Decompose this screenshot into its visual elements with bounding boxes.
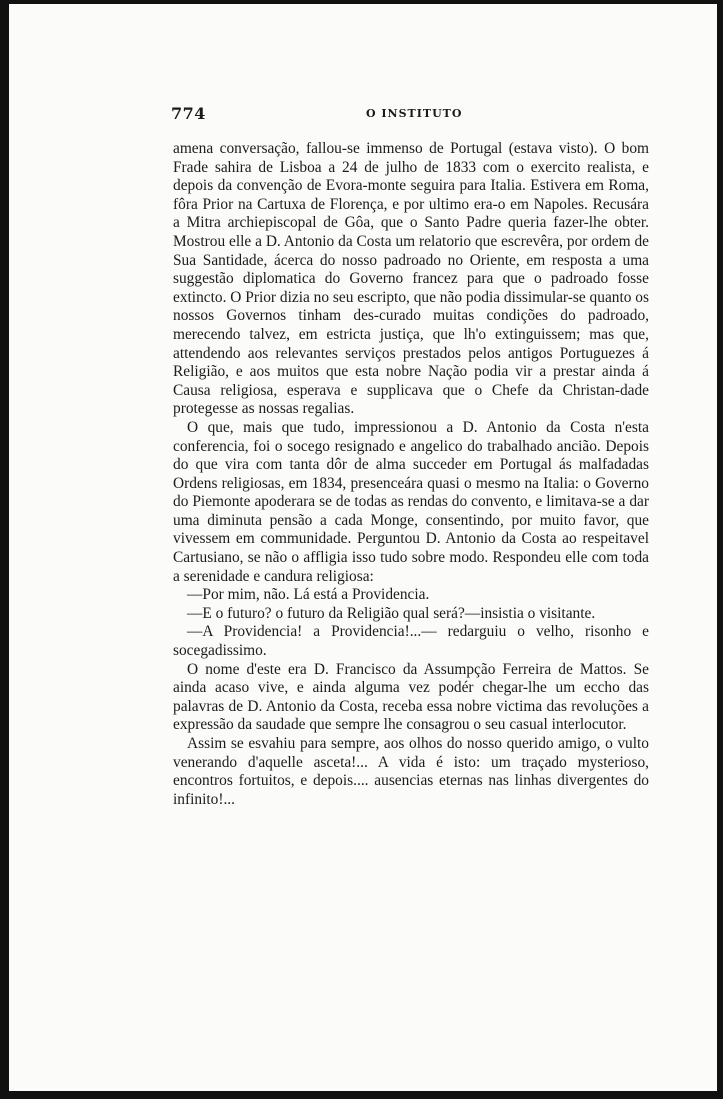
body-text bbox=[173, 140, 649, 809]
page-header bbox=[171, 104, 649, 124]
dialogue-line: —E o futuro? o futuro da Religião qual será?—insistia o visitante. bbox=[187, 604, 596, 622]
running-title: O INSTITUTO bbox=[366, 107, 463, 120]
page-number: 774 bbox=[171, 104, 206, 123]
paragraph: O nome d'este era D. Francisco da Assumpção Ferreira de Mattos. Se ainda acaso vive, e ainda alguma vez podér chegar-lhe um eccho das palavras de D. Antonio da Costa, receba essa nobre victima das revoluções a expressão da saudade que sempre lhe consagrou o seu casual interlocutor. bbox=[173, 660, 649, 734]
paragraph: Assim se esvahiu para sempre, aos olhos do nosso querido amigo, o vulto venerando d'aquelle asceta!... A vida é isto: um traçado mysterioso, encontros fortuitos, e depois.... ausencias eternas nas linhas divergentes do infinito!... bbox=[173, 735, 649, 808]
paragraph: O que, mais que tudo, impressionou a D. Antonio da Costa n'esta conferencia, foi o socego resignado e angelico do trabalhado ancião. Depois do que vira com tanta dôr de alma succeder em Portugal ás malfadadas Ordens religiosas, em 1834, presenceára quasi o mesmo na Italia: o Governo do Piemonte apoderara se de todas as rendas do convento, e limitava-se a dar uma diminuta pensão a cada Monge, consentindo, por muito favor, que vivessem em communidade. Perguntou D. Antonio da Costa ao respeitavel Cartusiano, se não o affligia isso tudo sobre modo. Respondeu elle com toda a serenidade e candura religiosa: bbox=[173, 418, 649, 585]
dialogue-line: —Por mim, não. Lá está a Providencia. bbox=[187, 586, 430, 604]
dialogue-line: —A Providencia! a Providencia!...— redarguiu o velho, risonho e socegadissimo. bbox=[173, 623, 649, 660]
paragraph-continuation: amena conversação, fallou-se immenso de Portugal (estava visto). O bom Frade sahira de Lisboa a 24 de julho de 1833 com o exercito realista, e depois da convenção de Evora-monte seguira para Italia. Estivera em Roma, fôra Prior na Cartuxa de Florença, e por ultimo era-o em Napoles. Recusára a Mitra archiepiscopal de Gôa, que o Santo Padre queria fazer-lhe obter. Mostrou elle a D. Antonio da Costa um relatorio que escrevêra, por ordem de Sua Santidade, ácerca do nosso padroado no Oriente, em resposta a uma suggestão diplomatica do Governo francez para que o padroado fosse extincto. O Prior dizia no seu escripto, que não podia dissimular-se quanto os nossos Governos tinham des-curado muitas condições do padroado, merecendo talvez, em estricta justiça, que lh'o extinguissem; mas que, attendendo aos relevantes serviços prestados pelos antigos Portuguezes á Religião, e aos muitos que esta nobre Nação podia vir a prestar ainda á Causa religiosa, esperava e supplicava que o Chefe da Christan-dade protegesse as nossas regalias. bbox=[173, 140, 649, 418]
